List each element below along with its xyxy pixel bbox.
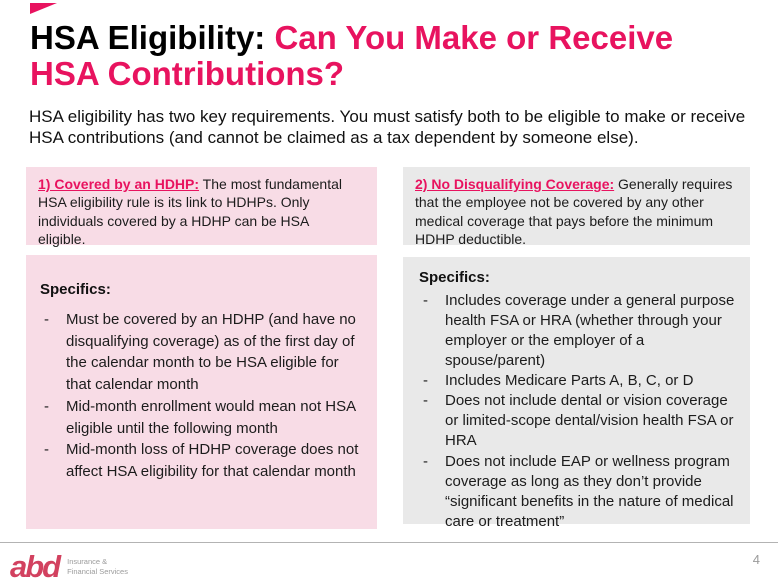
bullet-dash — [419, 371, 445, 391]
bullet-dash — [419, 452, 445, 472]
bullet-dash — [40, 439, 66, 461]
logo-subtext-line2: Financial Services — [67, 566, 128, 576]
page-number: 4 — [752, 552, 760, 567]
intro-paragraph: HSA eligibility has two key requirements. You must satisfy both to be eligible to make or receive HSA contributions (and cannot be claimed as a tax dependent by someone else). — [29, 107, 746, 148]
bullet-dash — [40, 309, 66, 331]
list-item — [419, 452, 738, 532]
list-item-text: Must be covered by an HDHP (and have no disqualifying coverage) as of the first day of the calendar month to be HSA eligible for that calendar month — [66, 310, 356, 394]
list-item-text: Mid-month enrollment would mean not HSA eligible until the following month — [66, 397, 356, 437]
bullet-dash — [40, 396, 66, 418]
bullet-dash — [419, 291, 445, 311]
page-title-black-part: HSA Eligibility: — [30, 19, 275, 56]
specifics-box-hdhp — [26, 255, 377, 529]
list-item-text: Mid-month loss of HDHP coverage does not affect HSA eligibility for that calendar month — [66, 441, 359, 481]
specifics-right-heading: Specifics: — [419, 269, 490, 286]
footer-divider — [0, 542, 778, 543]
specifics-left-heading: Specifics: — [40, 281, 111, 298]
corner-accent-triangle — [30, 3, 57, 14]
list-item-text: Includes Medicare Parts A, B, C, or D — [445, 372, 694, 390]
page-title — [30, 20, 735, 92]
requirement-1-body: The most fundamental HSA eligibility rule is its link to HDHPs. Only individuals covered by a HDHP can be HSA eligible. — [38, 176, 342, 248]
abd-logo — [10, 551, 128, 582]
requirement-2-heading: 2) No Disqualifying Coverage: — [415, 176, 615, 192]
list-item-text: Includes coverage under a general purpose health FSA or HRA (whether through your employer or the employer of a spouse/parent) — [445, 291, 735, 370]
bullet-dash — [419, 391, 445, 411]
list-item — [419, 391, 738, 451]
requirement-box-no-disqualifying-coverage — [403, 167, 750, 248]
requirement-1-heading: 1) Covered by an HDHP: — [38, 176, 200, 192]
list-item-text: Does not include dental or vision coverage or limited-scope dental/vision health FSA or HRA — [445, 392, 734, 450]
requirement-box-hdhp — [26, 167, 377, 248]
logo-subtext — [67, 557, 128, 577]
list-item — [40, 396, 365, 440]
list-item — [40, 439, 365, 483]
page-title-pink-part: Can You Make or Receive HSA Contributions? — [30, 19, 674, 92]
list-item — [419, 291, 738, 371]
specifics-box-disqualifying-coverage — [403, 257, 750, 530]
list-item-text: Does not include EAP or wellness program coverage as long as they don’t provide “significant benefits in the nature of medical care or treatment” — [445, 452, 734, 530]
list-item — [40, 309, 365, 396]
logo-subtext-line1: Insurance & — [67, 556, 108, 566]
list-item — [419, 371, 738, 391]
requirement-2-body: Generally requires that the employee not be covered by any other medical coverage that pays before the minimum HDHP deductible. — [415, 176, 733, 248]
abd-logo-text: abd — [10, 549, 60, 584]
